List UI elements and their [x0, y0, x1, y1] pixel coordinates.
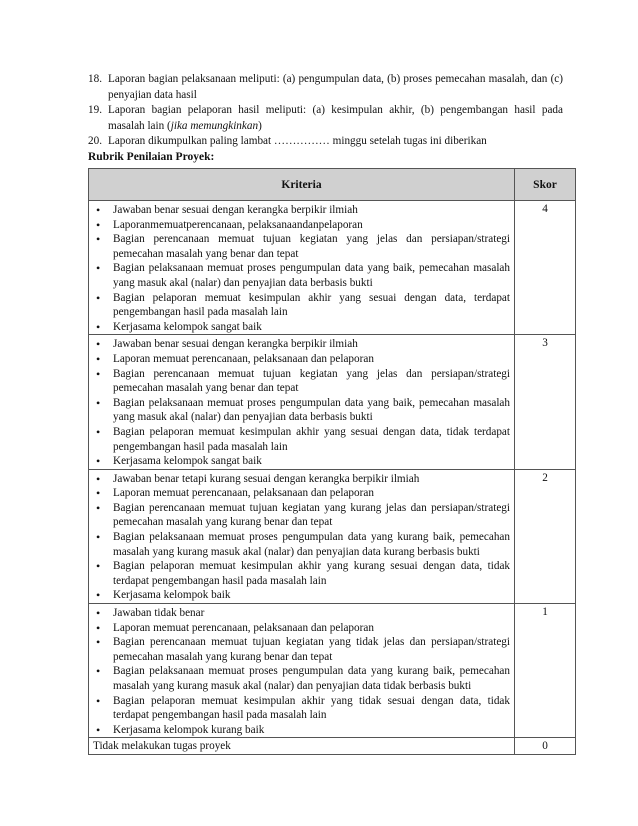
criteria-item: • Bagian perencanaan memuat tujuan kegiatan yang jelas dan persiapan/strategi pemecahan masalah yang benar dan tepat: [91, 232, 510, 261]
item-text-part: ): [258, 119, 262, 132]
criteria-header: Kriteria: [89, 169, 515, 201]
criteria-item: • Bagian pelaksanaan memuat proses pengumpulan data yang baik, pemecahan masalah yang masuk akal (nalar) dan penyajian data berbasis bukti: [91, 261, 510, 290]
criteria-cell: [89, 469, 515, 603]
criteria-item: • Jawaban benar tetapi kurang sesuai dengan kerangka berpikir ilmiah: [91, 472, 510, 487]
criteria-item: • Bagian pelaporan memuat kesimpulan akhir yang tidak sesuai dengan data, tidak terdapat pengembangan hasil pada masalah lain: [91, 694, 510, 723]
criteria-item: • Jawaban benar sesuai dengan kerangka berpikir ilmiah: [91, 337, 510, 352]
criteria-item: • Bagian perencanaan memuat tujuan kegiatan yang kurang jelas dan persiapan/strategi pemecahan masalah yang kurang benar dan tepat: [91, 501, 510, 530]
instruction-list: [88, 72, 563, 150]
criteria-item: • Bagian pelaksanaan memuat proses pengumpulan data yang baik, pemecahan masalah yang masuk akal (nalar) dan penyajian data berbasis bukti: [91, 396, 510, 425]
item-number: 20.: [88, 135, 102, 147]
criteria-item: • Bagian pelaporan memuat kesimpulan akhir yang sesuai dengan data, terdapat pengembangan hasil pada masalah lain: [91, 291, 510, 320]
score-cell: 1: [515, 604, 576, 738]
item-text: Laporan bagian pelaksanaan meliputi: (a) pengumpulan data, (b) proses pemecahan masalah, dan (c) penyajian data hasil: [108, 73, 563, 101]
criteria-cell: [89, 335, 515, 469]
criteria-item: • Kerjasama kelompok baik: [91, 588, 510, 603]
score-header: Skor: [515, 169, 576, 201]
rubric-table: [88, 168, 576, 755]
item-text: [108, 103, 563, 134]
criteria-item: • Laporan memuat perencanaan, pelaksanaan dan pelaporan: [91, 621, 510, 636]
criteria-cell: [89, 604, 515, 738]
instruction-item: [88, 103, 563, 134]
criteria-item: • Kerjasama kelompok kurang baik: [91, 723, 510, 738]
criteria-cell: [89, 201, 515, 335]
criteria-item: • Laporanmemuatperencanaan, pelaksanaandanpelaporan: [91, 218, 510, 233]
criteria-item: • Kerjasama kelompok sangat baik: [91, 320, 510, 335]
criteria-item: • Kerjasama kelompok sangat baik: [91, 454, 510, 469]
score-cell: 3: [515, 335, 576, 469]
criteria-item: • Laporan memuat perencanaan, pelaksanaan dan pelaporan: [91, 352, 510, 367]
table-row: [89, 604, 576, 738]
criteria-item: • Bagian pelaporan memuat kesimpulan akhir yang sesuai dengan data, tidak terdapat pengembangan hasil pada masalah lain: [91, 425, 510, 454]
table-row: [89, 201, 576, 335]
score-cell: 0: [515, 738, 576, 755]
criteria-item: • Bagian perencanaan memuat tujuan kegiatan yang jelas dan persiapan/strategi pemecahan masalah yang benar dan tepat: [91, 367, 510, 396]
item-text: Laporan dikumpulkan paling lambat …………… minggu setelah tugas ini diberikan: [108, 135, 487, 147]
score-cell: 2: [515, 469, 576, 603]
criteria-item: • Laporan memuat perencanaan, pelaksanaan dan pelaporan: [91, 486, 510, 501]
table-row: [89, 738, 576, 755]
criteria-item: • Bagian pelaksanaan memuat proses pengumpulan data yang kurang baik, pemecahan masalah yang kurang masuk akal (nalar) dan penyajian data tidak berbasis bukti: [91, 664, 510, 693]
rubric-title: Rubrik Penilaian Proyek:: [88, 151, 215, 163]
criteria-cell: Tidak melakukan tugas proyek: [89, 738, 515, 755]
score-cell: 4: [515, 201, 576, 335]
table-row: [89, 469, 576, 603]
instruction-item: [88, 72, 563, 103]
criteria-item: • Bagian pelaporan memuat kesimpulan akhir yang kurang sesuai dengan data, tidak terdapat pengembangan hasil pada masalah lain: [91, 559, 510, 588]
criteria-item: • Bagian perencanaan memuat tujuan kegiatan yang tidak jelas dan persiapan/strategi pemecahan masalah yang kurang benar dan tepat: [91, 635, 510, 664]
item-number: 19.: [88, 104, 102, 116]
table-row: [89, 335, 576, 469]
table-header-row: [89, 169, 576, 201]
item-text-part: Laporan bagian pelaporan hasil meliputi: (a) kesimpulan akhir, (b) pengembangan hasil pada masalah lain (: [108, 104, 563, 132]
criteria-item: • Jawaban tidak benar: [91, 606, 510, 621]
item-number: 18.: [88, 73, 102, 85]
criteria-item: • Jawaban benar sesuai dengan kerangka berpikir ilmiah: [91, 203, 510, 218]
item-text-italic: jika memungkinkan: [170, 119, 259, 132]
criteria-item: • Bagian pelaksanaan memuat proses pengumpulan data yang kurang baik, pemecahan masalah yang kurang masuk akal (nalar) dan penyajian data kurang berbasis bukti: [91, 530, 510, 559]
instruction-item: [88, 134, 563, 150]
